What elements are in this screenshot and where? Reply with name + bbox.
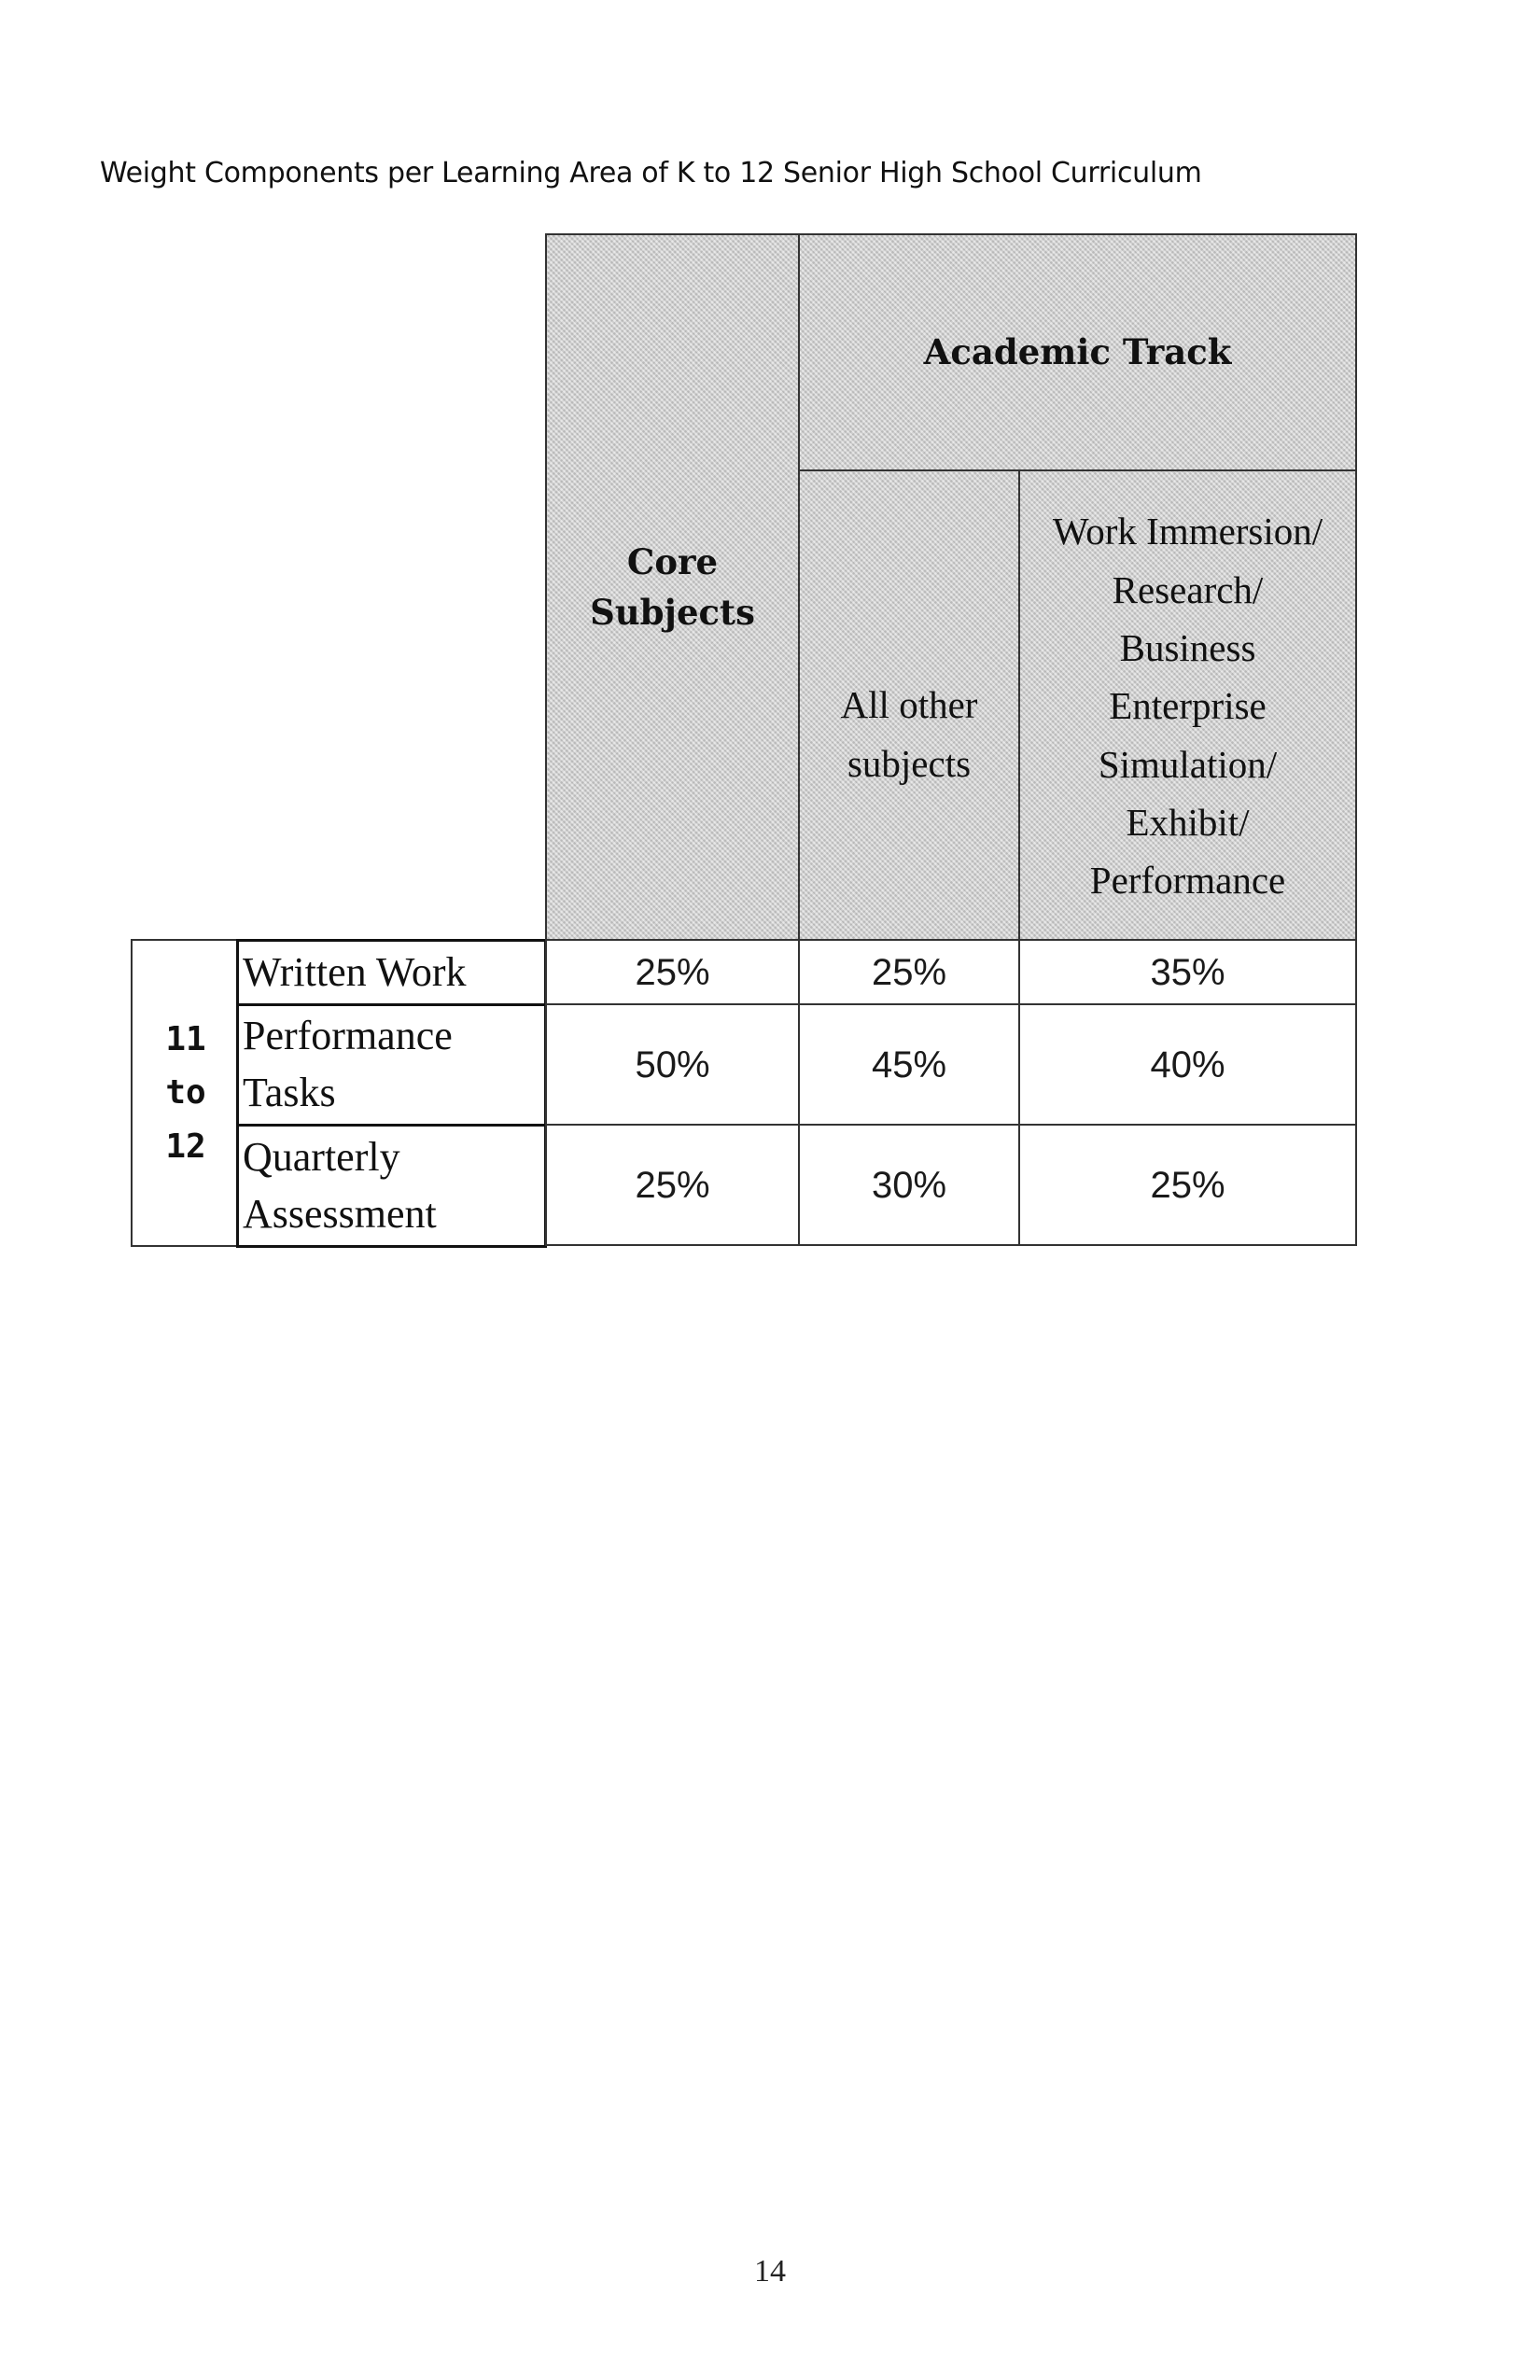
value-written-work-core: 25% bbox=[545, 939, 800, 1006]
component-label-text: Quarterly Assessment bbox=[243, 1133, 437, 1237]
value-performance-tasks-all-other: 45% bbox=[798, 1003, 1020, 1127]
header-all-other-subjects-label: All other subjects bbox=[840, 683, 978, 785]
component-label-text: Written Work bbox=[243, 948, 467, 995]
header-core-subjects-label: Core Subjects bbox=[590, 541, 755, 633]
grade-level-cell bbox=[131, 939, 241, 1247]
document-title: Weight Components per Learning Area of K to 12 Senior High School Curriculum bbox=[100, 157, 1202, 189]
value-written-work-all-other: 25% bbox=[798, 939, 1020, 1006]
page-number: 14 bbox=[754, 2254, 786, 2289]
component-label-performance-tasks bbox=[236, 1003, 547, 1127]
header-work-immersion bbox=[1018, 469, 1357, 943]
header-core-subjects bbox=[545, 233, 800, 943]
value-performance-tasks-work-immersion: 40% bbox=[1018, 1003, 1357, 1127]
header-academic-track-label: Academic Track bbox=[923, 330, 1232, 372]
value-written-work-work-immersion: 35% bbox=[1018, 939, 1357, 1006]
component-label-text: Performance Tasks bbox=[243, 1013, 453, 1115]
value-quarterly-assessment-core: 25% bbox=[545, 1124, 800, 1246]
weight-components-table bbox=[131, 233, 1357, 1246]
value-performance-tasks-core: 50% bbox=[545, 1003, 800, 1127]
component-label-written-work bbox=[236, 939, 547, 1006]
value-quarterly-assessment-all-other: 30% bbox=[798, 1124, 1020, 1246]
grade-level-label: 11 to 12 bbox=[165, 1019, 206, 1166]
value-quarterly-assessment-work-immersion: 25% bbox=[1018, 1124, 1357, 1246]
header-all-other-subjects bbox=[798, 469, 1020, 943]
header-academic-track bbox=[798, 233, 1357, 471]
component-label-quarterly-assessment bbox=[236, 1124, 547, 1248]
header-work-immersion-label: Work Immersion/ Research/ Business Enterprise Simulation/ Exhibit/ Performance bbox=[1052, 510, 1323, 903]
